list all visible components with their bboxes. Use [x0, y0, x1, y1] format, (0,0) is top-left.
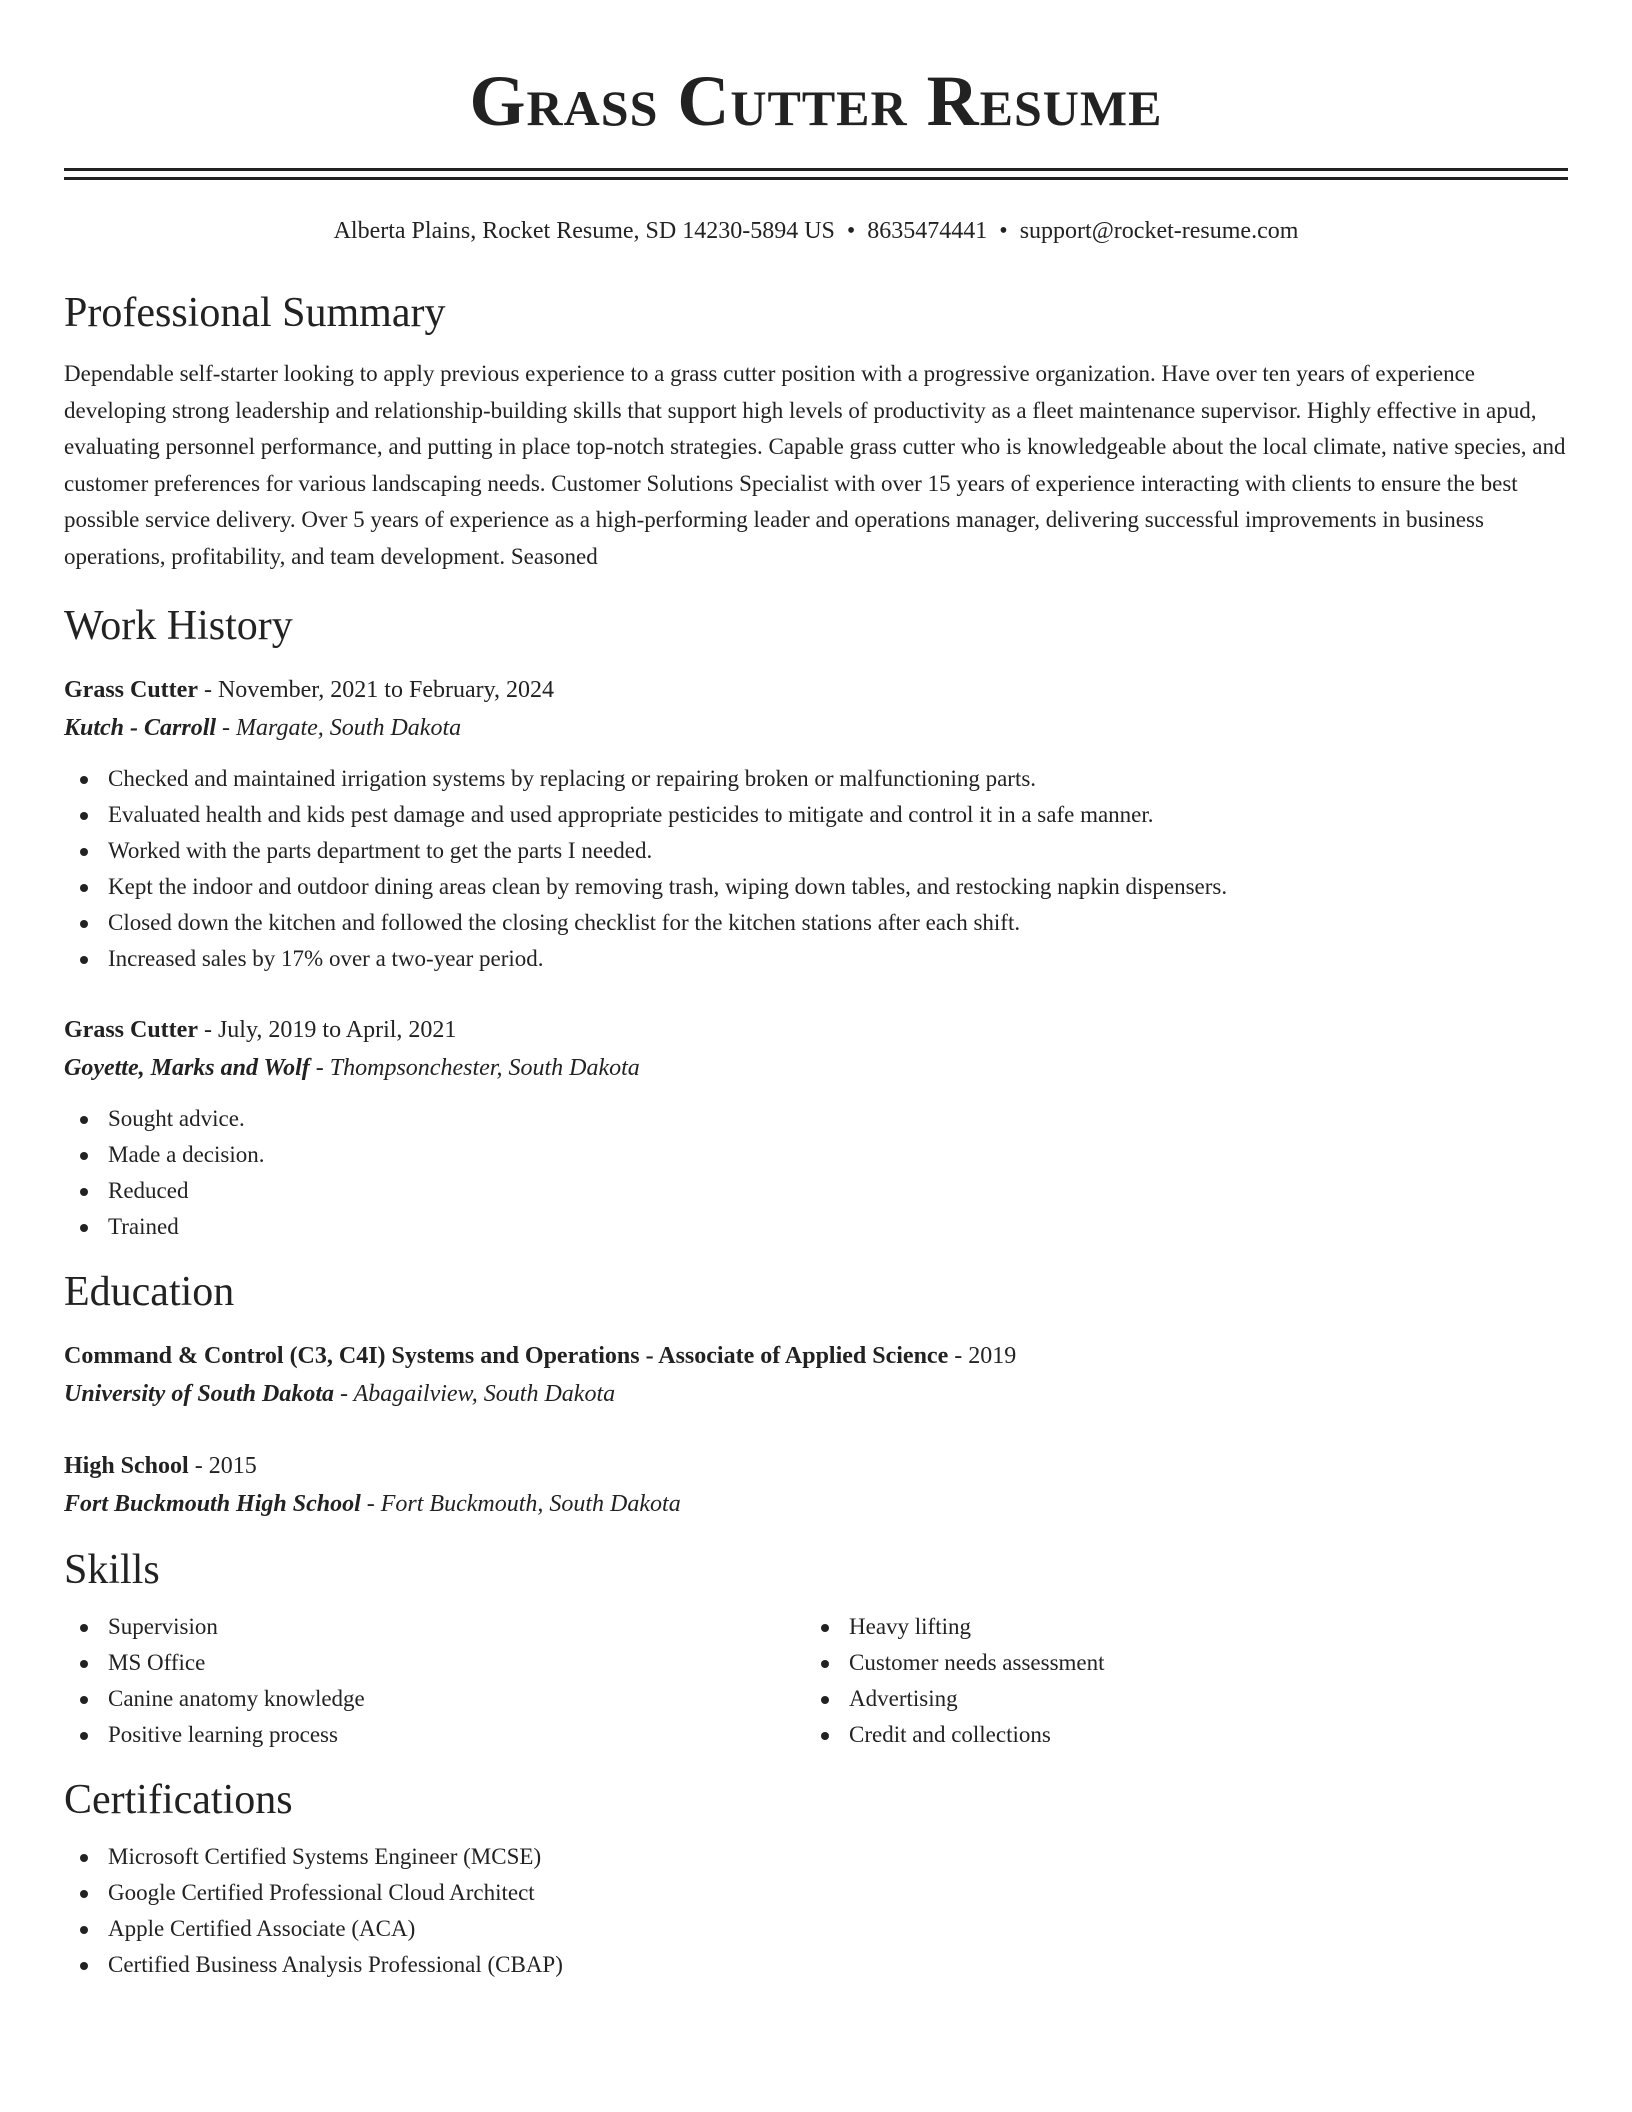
education-section-title: Education [64, 1269, 235, 1315]
job-role: Grass Cutter [64, 1017, 198, 1043]
job-company: Goyette, Marks and Wolf [64, 1055, 310, 1081]
education-year: - 2019 [948, 1343, 1017, 1369]
header-divider-thick [64, 168, 1568, 171]
education-school-line [64, 1485, 1568, 1523]
list-item: Supervision [64, 1609, 805, 1645]
list-item: Heavy lifting [805, 1609, 1546, 1645]
education-location: - Abagailview, South Dakota [334, 1381, 616, 1407]
contact-address: Alberta Plains, Rocket Resume, SD 14230-5894 US [333, 218, 835, 244]
list-item: Worked with the parts department to get the parts I needed. [64, 833, 1568, 869]
certifications-list [64, 1839, 1568, 1983]
list-item: Kept the indoor and outdoor dining areas clean by removing trash, wiping down tables, and restocking napkin dispensers. [64, 869, 1568, 905]
summary-text: Dependable self-starter looking to apply previous experience to a grass cutter position with a progressive organization. Have over ten years of experience developing strong leadership and relationship-building skills that support high levels of productivity as a fleet maintenance supervisor. Highly effective in apud, evaluating personnel performance, and putting in place top-notch strategies. Capable grass cutter who is knowledgeable about the local climate, native species, and customer preferences for various landscaping needs. Customer Solutions Specialist with over 15 years of experience interacting with clients to ensure the best possible service delivery. Over 5 years of experience as a high-performing leader and operations manager, delivering successful improvements in business operations, profitability, and team development. Seasoned [64, 361, 1566, 569]
contact-email: support@rocket-resume.com [1019, 218, 1299, 244]
resume-name-heading: Grass Cutter Resume [469, 61, 1163, 141]
skills-list-right [805, 1609, 1546, 1753]
job-entry [64, 671, 1568, 977]
list-item: Increased sales by 17% over a two-year period. [64, 941, 1568, 977]
certifications-section-title: Certifications [64, 1777, 293, 1823]
education-year: - 2015 [188, 1453, 257, 1479]
list-item: Credit and collections [805, 1717, 1546, 1753]
list-item: Customer needs assessment [805, 1645, 1546, 1681]
job-header [64, 671, 1568, 709]
list-item: Advertising [805, 1681, 1546, 1717]
skills-grid [64, 1609, 1568, 1753]
contact-separator: • [846, 218, 856, 244]
education-school-line [64, 1375, 1568, 1413]
list-item: Made a decision. [64, 1137, 1568, 1173]
list-item: MS Office [64, 1645, 805, 1681]
job-duties-list [64, 1101, 1568, 1245]
list-item: Positive learning process [64, 1717, 805, 1753]
education-header [64, 1447, 1568, 1485]
list-item: Closed down the kitchen and followed the closing checklist for the kitchen stations after each shift. [64, 905, 1568, 941]
education-entry [64, 1337, 1568, 1413]
job-dates: - July, 2019 to April, 2021 [197, 1017, 457, 1043]
education-degree: Command & Control (C3, C4I) Systems and Operations - Associate of Applied Science [64, 1343, 949, 1369]
education-location: - Fort Buckmouth, South Dakota [360, 1491, 681, 1517]
education-header [64, 1337, 1568, 1375]
job-company-line [64, 709, 1568, 747]
skills-section-title: Skills [64, 1547, 160, 1593]
list-item: Trained [64, 1209, 1568, 1245]
job-header [64, 1011, 1568, 1049]
list-item: Apple Certified Associate (ACA) [64, 1911, 1568, 1947]
job-duties-list [64, 761, 1568, 977]
education-school: University of South Dakota [64, 1381, 335, 1407]
list-item: Checked and maintained irrigation systems by replacing or repairing broken or malfunctioning parts. [64, 761, 1568, 797]
job-location: - Thompsonchester, South Dakota [309, 1055, 640, 1081]
list-item: Google Certified Professional Cloud Architect [64, 1875, 1568, 1911]
education-degree: High School [64, 1453, 189, 1479]
job-role: Grass Cutter [64, 677, 198, 703]
education-school: Fort Buckmouth High School [64, 1491, 361, 1517]
education-entry [64, 1447, 1568, 1523]
summary-section-title: Professional Summary [64, 290, 446, 336]
list-item: Canine anatomy knowledge [64, 1681, 805, 1717]
job-dates: - November, 2021 to February, 2024 [197, 677, 555, 703]
list-item: Certified Business Analysis Professional (CBAP) [64, 1947, 1568, 1983]
list-item: Reduced [64, 1173, 1568, 1209]
job-company-line [64, 1049, 1568, 1087]
job-entry [64, 1011, 1568, 1245]
job-location: - Margate, South Dakota [216, 715, 462, 741]
header-divider-thin [64, 177, 1568, 180]
contact-separator: • [999, 218, 1008, 244]
list-item: Evaluated health and kids pest damage and used appropriate pesticides to mitigate and control it in a safe manner. [64, 797, 1568, 833]
work-section-title: Work History [64, 603, 293, 649]
contact-line [64, 216, 1568, 246]
contact-phone: 8635474441 [867, 218, 988, 244]
skills-list-left [64, 1609, 805, 1753]
job-company: Kutch - Carroll [64, 715, 217, 741]
list-item: Sought advice. [64, 1101, 1568, 1137]
list-item: Microsoft Certified Systems Engineer (MCSE) [64, 1839, 1568, 1875]
